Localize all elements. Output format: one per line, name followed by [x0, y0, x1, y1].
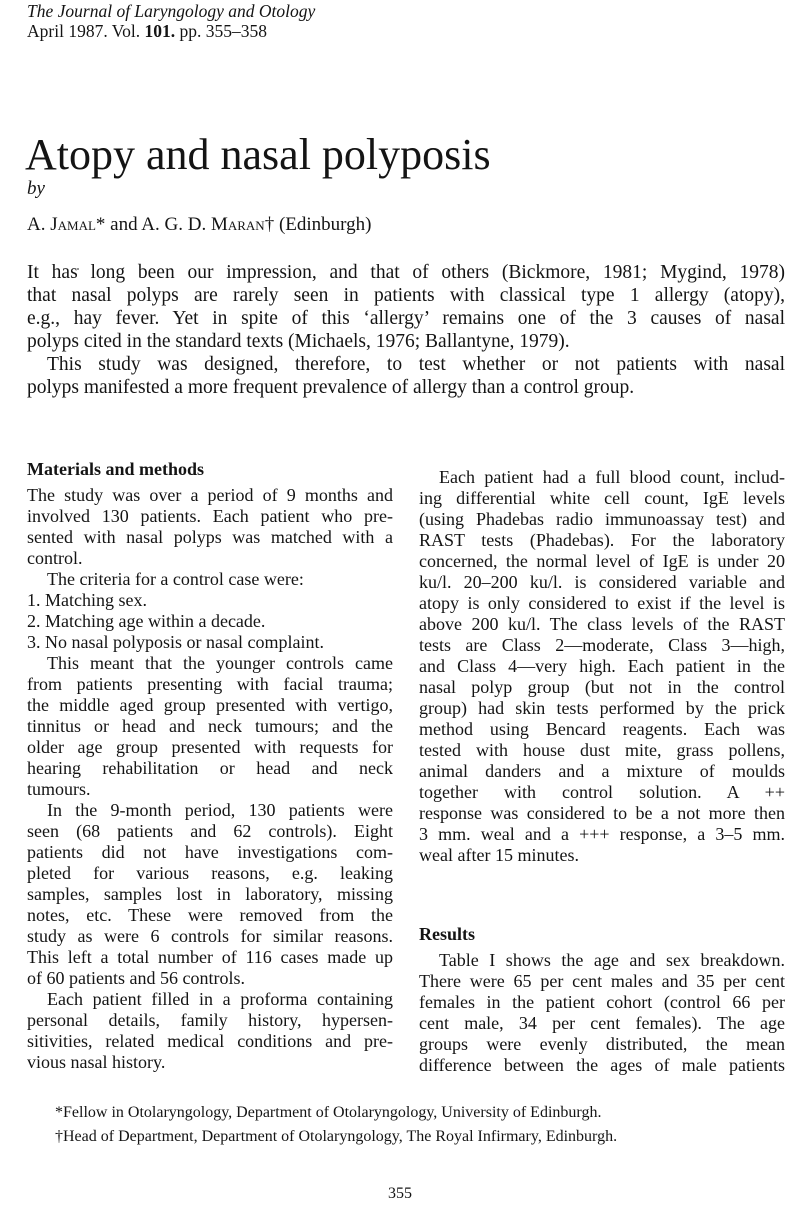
paragraph — [27, 800, 393, 989]
footnote-mark: † — [264, 214, 275, 235]
footnote-mark: * — [95, 214, 106, 235]
author-separator: and — [105, 214, 142, 235]
right-column — [419, 467, 785, 1076]
left-column — [27, 459, 393, 1073]
text-line: females in the patient cohort (control 66 per — [419, 992, 785, 1012]
text-line: samples, samples lost in laboratory, missing — [27, 884, 393, 904]
text-line: personal details, family history, hypersen- — [27, 1010, 393, 1030]
text-line: pleted for various reasons, e.g. leaking — [27, 863, 393, 883]
issue-info — [27, 21, 267, 41]
text-line: vious nasal history. — [27, 1052, 166, 1072]
text-line: response was considered to be a not more then — [419, 803, 785, 823]
paragraph — [27, 590, 393, 611]
introduction — [27, 261, 785, 399]
footnote: *Fellow in Otolaryngology, Department of Otolaryngology, University of Edinburgh. — [55, 1104, 602, 1121]
author-list — [27, 214, 371, 236]
text-line: This left a total number of 116 cases made up — [27, 947, 393, 967]
article-title: Atopy and nasal polyposis — [25, 130, 491, 179]
materials-methods-body — [27, 485, 393, 1073]
text-line: that nasal polyps are rarely seen in patients with classical type 1 allergy (atopy), — [27, 285, 785, 306]
text-line: tested with house dust mite, grass pollens, — [419, 740, 785, 760]
text-line: hearing rehabilitation or head and neck — [27, 758, 393, 778]
text-line: difference between the ages of male patients — [419, 1055, 785, 1075]
text-line: nasal polyp group (but not in the control — [419, 677, 785, 697]
issue-date: April 1987. Vol. — [27, 21, 145, 41]
author-initials: A. — [27, 214, 51, 235]
text-line: tests are Class 2—moderate, Class 3—high, — [419, 635, 785, 655]
paragraph — [419, 950, 785, 1076]
text-line: 1. Matching sex. — [27, 590, 147, 610]
text-line: It has long been our impression, and that of others (Bickmore, 1981; Mygind, 1978) — [27, 262, 785, 283]
text-line: cent male, 34 per cent females). The age — [419, 1013, 785, 1033]
author-name: Jamal — [50, 214, 96, 235]
text-line: notes, etc. These were removed from the — [27, 905, 393, 925]
text-line: polyps cited in the standard texts (Michaels, 1976; Ballantyne, 1979). — [27, 331, 570, 352]
text-line: The study was over a period of 9 months and — [27, 485, 393, 505]
text-line: polyps manifested a more frequent prevalence of allergy than a control group. — [27, 377, 635, 398]
paragraph — [27, 261, 785, 353]
paragraph — [27, 653, 393, 800]
text-line: together with control solution. A ++ — [419, 782, 785, 802]
paragraph — [27, 485, 393, 569]
author-name: Maran — [210, 214, 265, 235]
page-range: pp. 355–358 — [175, 21, 267, 41]
text-line: (using Phadebas radio immunoassay test) and — [419, 509, 785, 529]
text-line: There were 65 per cent males and 35 per cent — [419, 971, 785, 991]
text-line: seen (68 patients and 62 controls). Eight — [27, 821, 393, 841]
text-line: of 60 patients and 56 controls. — [27, 968, 245, 988]
text-line: the middle aged group presented with vertigo, — [27, 695, 393, 715]
text-line: from patients presenting with facial trauma; — [27, 674, 393, 694]
journal-name: The Journal of Laryngology and Otology — [27, 1, 316, 21]
text-line: e.g., hay fever. Yet in spite of this ‘allergy’ remains one of the 3 causes of nasal — [27, 308, 785, 329]
text-line: tumours. — [27, 779, 91, 799]
text-line: above 200 ku/l. The class levels of the RAST — [419, 614, 785, 634]
text-line: weal after 15 minutes. — [419, 845, 579, 865]
text-line: atopy is only considered to exist if the level is — [419, 593, 785, 613]
text-line: sitivities, related medical conditions and pre- — [27, 1031, 393, 1051]
footnotes — [27, 1101, 787, 1149]
paragraph — [27, 611, 393, 632]
volume-number: 101. — [144, 21, 176, 41]
text-line: Each patient had a full blood count, includ- — [439, 467, 785, 487]
paragraph — [27, 989, 393, 1073]
paragraph — [27, 353, 785, 399]
text-line: RAST tests (Phadebas). For the laboratory — [419, 530, 785, 550]
text-line: This meant that the younger controls came — [47, 653, 393, 673]
text-line: ing differential white cell count, IgE levels — [419, 488, 785, 508]
text-line: 3 mm. weal and a +++ response, a 3–5 mm. — [419, 824, 785, 844]
text-line: older age group presented with requests for — [27, 737, 393, 757]
text-line: concerned, the normal level of IgE is under 20 — [419, 551, 785, 571]
paragraph — [27, 569, 393, 590]
text-line: involved 130 patients. Each patient who pre- — [27, 506, 393, 526]
text-line: animal danders and a mixture of moulds — [419, 761, 785, 781]
text-line: study as were 6 controls for similar reasons. — [27, 926, 393, 946]
text-line: groups were evenly distributed, the mean — [419, 1034, 785, 1054]
text-line: 2. Matching age within a decade. — [27, 611, 266, 631]
footnote: †Head of Department, Department of Otolaryngology, The Royal Infirmary, Edinburgh. — [55, 1128, 618, 1145]
text-line: control. — [27, 548, 83, 568]
text-line: 3. No nasal polyposis or nasal complaint. — [27, 632, 324, 652]
text-line: ku/l. 20–200 ku/l. is considered variable and — [419, 572, 785, 592]
text-line: Each patient filled in a proforma containing — [47, 989, 393, 1009]
author-location: (Edinburgh) — [274, 214, 372, 235]
text-line: patients did not have investigations com- — [27, 842, 393, 862]
author-initials: A. G. D. — [141, 214, 211, 235]
section-heading-results: Results — [419, 924, 476, 944]
paragraph — [27, 632, 393, 653]
methods-continued-body — [419, 467, 785, 866]
text-line: sented with nasal polyps was matched with a — [27, 527, 393, 547]
results-body — [419, 950, 785, 1076]
text-line: The criteria for a control case were: — [47, 569, 304, 589]
text-line: Table I shows the age and sex breakdown. — [439, 950, 785, 970]
text-line: This study was designed, therefore, to test whether or not patients with nasal — [47, 354, 785, 375]
text-line: method using Bencard reagents. Each was — [419, 719, 785, 739]
byline-by: by — [27, 178, 45, 199]
section-heading-materials-methods: Materials and methods — [27, 459, 204, 479]
paragraph — [419, 467, 785, 866]
page-number: 355 — [388, 1185, 412, 1202]
text-line: tinnitus or head and neck tumours; and the — [27, 716, 393, 736]
text-line: In the 9-month period, 130 patients were — [47, 800, 393, 820]
text-line: group) had skin tests performed by the prick — [419, 698, 785, 718]
text-line: and Class 4—very high. Each patient in the — [419, 656, 785, 676]
